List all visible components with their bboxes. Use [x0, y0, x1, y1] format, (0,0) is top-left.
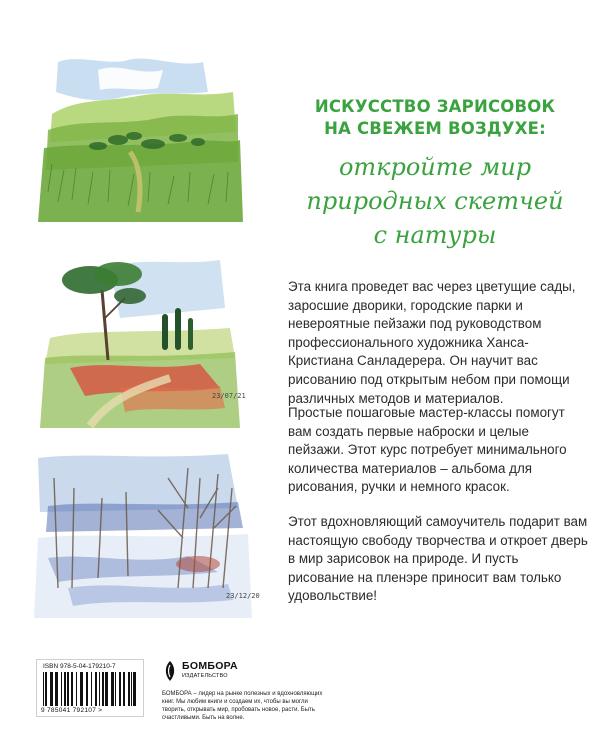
barcode-bar	[102, 672, 104, 706]
headline-line-2: НА СВЕЖЕМ ВОЗДУХЕ:	[324, 119, 546, 138]
barcode-bar	[76, 672, 77, 706]
script-line-1: откройте мир	[338, 153, 532, 181]
barcode-bar	[67, 672, 69, 706]
script-subtitle	[280, 150, 590, 252]
barcode-bar	[99, 672, 100, 706]
barcode-bar	[43, 672, 44, 706]
illustration-tree-landscape	[30, 248, 250, 428]
barcode-bar	[64, 672, 66, 706]
illustration-green-hills	[38, 52, 243, 222]
description-paragraph: Простые пошаговые мастер-классы помогут вам создать первые наброски и целые пейзажи. Этот курс потребует минимального количества материалов – альбома для рисования, ручки и немного красок.	[288, 405, 567, 495]
barcode-bar	[50, 672, 53, 706]
script-line-2: природных скетчей	[306, 187, 564, 215]
barcode-bar	[80, 672, 83, 706]
barcode-bar	[55, 672, 58, 706]
publisher-mark-icon	[162, 660, 178, 682]
publisher-subtitle: ИЗДАТЕЛЬСТВО	[182, 673, 228, 679]
barcode-bar	[86, 672, 88, 706]
barcode-bar	[128, 672, 130, 706]
barcode-bar	[105, 672, 108, 706]
barcode-bar	[123, 672, 125, 706]
publisher-logo	[162, 660, 262, 684]
description-paragraph: Этот вдохновляющий самоучитель подарит вам настоящую свободу творчества и откроет дверь в мир зарисовок на природе. И пусть рисование на пленэре приносит вам только удовольствие!	[288, 514, 588, 604]
headline	[285, 96, 585, 140]
barcode-bar	[133, 672, 136, 706]
sketch-date: 23/07/21	[212, 392, 246, 400]
barcode-bar	[61, 672, 62, 706]
isbn-text: ISBN 978-5-04-179210-7	[43, 663, 116, 670]
barcode-digits: 9 785041 792107 >	[41, 707, 103, 714]
script-line-3: с натуры	[373, 221, 497, 249]
publisher-name: БОМБОРА	[182, 660, 238, 672]
publisher-tagline: БОМБОРА – лидер на рынке полезных и вдохновляющих книг. Мы любим книги и создаем их, чтобы вы могли творить, открывать мир, пробовать новое, расти. Быть счастливыми. Быть на волне.	[162, 691, 323, 721]
barcode-bar	[71, 672, 73, 706]
barcode-bar	[45, 672, 47, 706]
sketch-date: 23/12/20	[226, 592, 260, 600]
barcode-bars	[43, 672, 139, 706]
barcode-bar	[119, 672, 121, 706]
barcode-bar	[131, 672, 132, 706]
illustration-winter-scene	[28, 448, 258, 618]
barcode-bar	[115, 672, 116, 706]
barcode-bar	[111, 672, 114, 706]
barcode	[36, 659, 144, 717]
headline-line-1: ИСКУССТВО ЗАРИСОВОК	[314, 97, 556, 116]
description-paragraph: Эта книга проведет вас через цветущие сады, заросшие дворики, городские парки и невероятные пейзажи под руководством профессионального художника Ханса-Кристиана Санладерера. Он научит вас рисованию под открытым небом при помощи различных методов и материалов.	[288, 279, 576, 406]
barcode-bar	[95, 672, 97, 706]
barcode-bar	[91, 672, 92, 706]
